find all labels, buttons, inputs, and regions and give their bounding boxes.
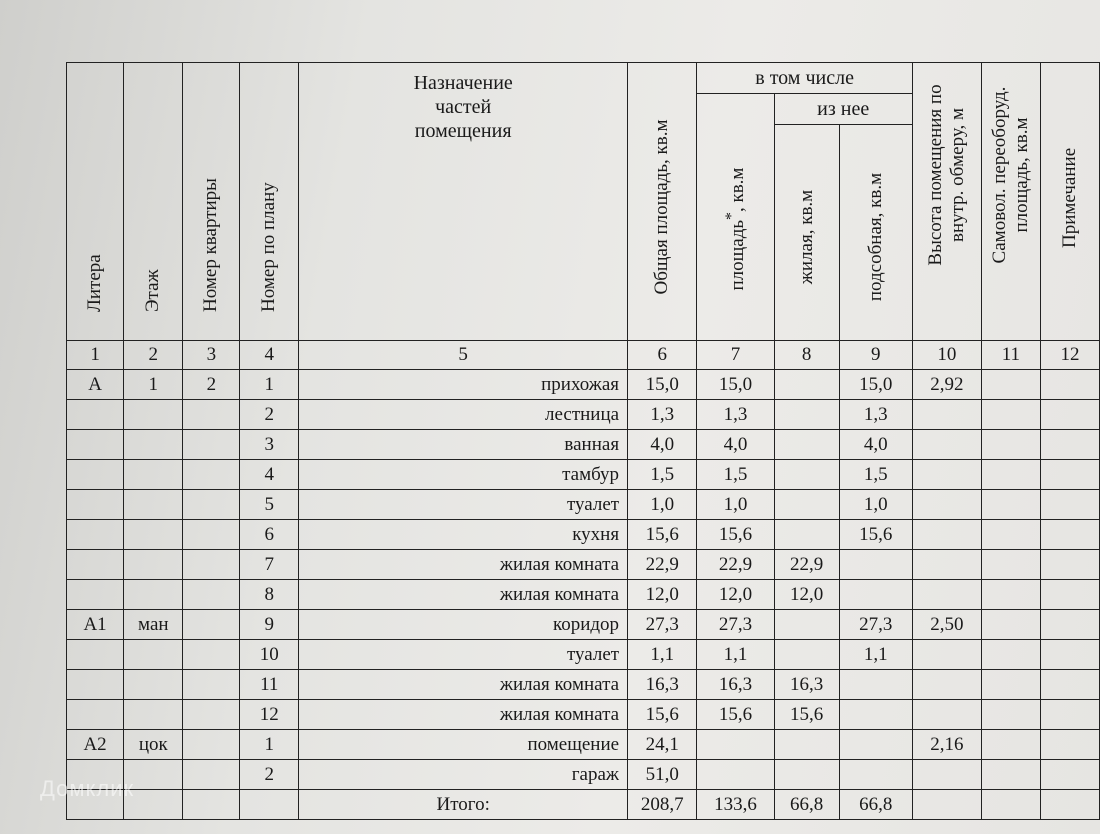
row-plan-number: 9 <box>240 610 299 640</box>
totals-aux: 66,8 <box>839 790 912 820</box>
row-plan-number: 7 <box>240 550 299 580</box>
row-plan-number: 11 <box>240 670 299 700</box>
totals-label: Итого: <box>299 790 628 820</box>
row-plan-number: 1 <box>240 730 299 760</box>
row-auxiliary: 15,6 <box>839 520 912 550</box>
row-auxiliary: 15,0 <box>839 370 912 400</box>
row-note <box>1040 700 1099 730</box>
row-height <box>912 580 981 610</box>
row-floor: ман <box>124 610 183 640</box>
table-row <box>67 460 1100 490</box>
row-note <box>1040 760 1099 790</box>
row-purpose: помещение <box>299 730 628 760</box>
row-litera <box>67 550 124 580</box>
col-number: 5 <box>299 341 628 370</box>
row-litera <box>67 460 124 490</box>
row-litera <box>67 670 124 700</box>
row-area: 1,0 <box>697 490 774 520</box>
row-litera <box>67 400 124 430</box>
row-height <box>912 760 981 790</box>
row-apartment <box>183 640 240 670</box>
watermark: Домклик <box>40 776 135 801</box>
row-unauthorized <box>981 520 1040 550</box>
row-purpose: коридор <box>299 610 628 640</box>
row-living: 22,9 <box>774 550 839 580</box>
table-row <box>67 730 1100 760</box>
row-auxiliary <box>839 670 912 700</box>
row-height <box>912 490 981 520</box>
row-unauthorized <box>981 610 1040 640</box>
table-row <box>67 430 1100 460</box>
row-height: 2,50 <box>912 610 981 640</box>
row-area: 4,0 <box>697 430 774 460</box>
col-number: 6 <box>628 341 697 370</box>
table-row <box>67 610 1100 640</box>
row-apartment <box>183 730 240 760</box>
row-note <box>1040 580 1099 610</box>
row-height <box>912 640 981 670</box>
table-row <box>67 640 1100 670</box>
row-auxiliary: 1,3 <box>839 400 912 430</box>
row-apartment <box>183 430 240 460</box>
row-area: 15,6 <box>697 520 774 550</box>
row-apartment: 2 <box>183 370 240 400</box>
table-row <box>67 700 1100 730</box>
row-floor <box>124 640 183 670</box>
row-plan-number: 2 <box>240 400 299 430</box>
row-plan-number: 8 <box>240 580 299 610</box>
row-auxiliary <box>839 760 912 790</box>
row-living <box>774 400 839 430</box>
row-area: 22,9 <box>697 550 774 580</box>
row-living <box>774 460 839 490</box>
row-purpose: жилая комната <box>299 580 628 610</box>
row-plan-number: 2 <box>240 760 299 790</box>
inventory-table <box>66 62 1100 820</box>
row-litera <box>67 430 124 460</box>
row-plan-number: 6 <box>240 520 299 550</box>
row-note <box>1040 490 1099 520</box>
row-purpose: лестница <box>299 400 628 430</box>
col-number: 9 <box>839 341 912 370</box>
row-plan-number: 1 <box>240 370 299 400</box>
row-note <box>1040 550 1099 580</box>
row-auxiliary: 1,5 <box>839 460 912 490</box>
row-living <box>774 640 839 670</box>
row-living <box>774 430 839 460</box>
row-height: 2,92 <box>912 370 981 400</box>
row-floor <box>124 490 183 520</box>
totals-row <box>67 790 1100 820</box>
row-floor <box>124 400 183 430</box>
row-floor <box>124 460 183 490</box>
header-litera: Литера <box>67 63 124 341</box>
totals-living: 66,8 <box>774 790 839 820</box>
row-area: 27,3 <box>697 610 774 640</box>
col-number: 7 <box>697 341 774 370</box>
row-apartment <box>183 460 240 490</box>
table-row <box>67 670 1100 700</box>
row-purpose: туалет <box>299 640 628 670</box>
header-floor: Этаж <box>124 63 183 341</box>
row-auxiliary: 4,0 <box>839 430 912 460</box>
row-note <box>1040 610 1099 640</box>
row-floor <box>124 430 183 460</box>
row-height <box>912 520 981 550</box>
row-purpose: жилая комната <box>299 700 628 730</box>
row-plan-number: 12 <box>240 700 299 730</box>
row-total-area: 27,3 <box>628 610 697 640</box>
row-total-area: 4,0 <box>628 430 697 460</box>
col-number: 2 <box>124 341 183 370</box>
row-area <box>697 760 774 790</box>
row-unauthorized <box>981 580 1040 610</box>
row-total-area: 15,6 <box>628 700 697 730</box>
row-note <box>1040 430 1099 460</box>
row-purpose: гараж <box>299 760 628 790</box>
header-plan-number: Номер по плану <box>240 63 299 341</box>
row-unauthorized <box>981 460 1040 490</box>
row-auxiliary: 27,3 <box>839 610 912 640</box>
row-apartment <box>183 700 240 730</box>
row-living: 12,0 <box>774 580 839 610</box>
header-unauthorized: Самовол. переоборуд. площадь, кв.м <box>981 63 1040 341</box>
totals-area: 133,6 <box>697 790 774 820</box>
row-apartment <box>183 580 240 610</box>
row-total-area: 51,0 <box>628 760 697 790</box>
table-row <box>67 760 1100 790</box>
header-including: в том числе <box>697 63 912 94</box>
row-living <box>774 370 839 400</box>
row-litera <box>67 580 124 610</box>
row-plan-number: 10 <box>240 640 299 670</box>
row-unauthorized <box>981 550 1040 580</box>
row-apartment <box>183 610 240 640</box>
row-litera: А2 <box>67 730 124 760</box>
row-area: 12,0 <box>697 580 774 610</box>
row-plan-number: 3 <box>240 430 299 460</box>
row-total-area: 16,3 <box>628 670 697 700</box>
row-litera <box>67 490 124 520</box>
col-number: 8 <box>774 341 839 370</box>
table-row <box>67 370 1100 400</box>
row-area: 15,6 <box>697 700 774 730</box>
row-height <box>912 430 981 460</box>
header-total-area: Общая площадь, кв.м <box>628 63 697 341</box>
row-total-area: 15,0 <box>628 370 697 400</box>
table-row <box>67 490 1100 520</box>
row-floor <box>124 700 183 730</box>
row-unauthorized <box>981 400 1040 430</box>
row-auxiliary <box>839 700 912 730</box>
row-note <box>1040 400 1099 430</box>
row-height <box>912 700 981 730</box>
row-floor <box>124 520 183 550</box>
row-apartment <box>183 670 240 700</box>
header-area: площадь*, кв.м <box>697 94 774 341</box>
row-total-area: 1,0 <box>628 490 697 520</box>
row-apartment <box>183 400 240 430</box>
row-total-area: 15,6 <box>628 520 697 550</box>
row-unauthorized <box>981 700 1040 730</box>
row-unauthorized <box>981 490 1040 520</box>
row-area <box>697 730 774 760</box>
row-note <box>1040 730 1099 760</box>
row-purpose: тамбур <box>299 460 628 490</box>
col-number: 12 <box>1040 341 1099 370</box>
row-floor <box>124 550 183 580</box>
row-floor <box>124 580 183 610</box>
table-row <box>67 550 1100 580</box>
row-purpose: жилая комната <box>299 550 628 580</box>
row-area: 1,3 <box>697 400 774 430</box>
row-purpose: прихожая <box>299 370 628 400</box>
row-height <box>912 550 981 580</box>
row-height <box>912 460 981 490</box>
header-apartment: Номер квартиры <box>183 63 240 341</box>
row-floor: цок <box>124 730 183 760</box>
row-note <box>1040 370 1099 400</box>
row-total-area: 1,5 <box>628 460 697 490</box>
row-total-area: 1,3 <box>628 400 697 430</box>
row-purpose: туалет <box>299 490 628 520</box>
row-auxiliary: 1,1 <box>839 640 912 670</box>
table-body <box>67 370 1100 790</box>
row-height: 2,16 <box>912 730 981 760</box>
row-living <box>774 730 839 760</box>
row-height <box>912 670 981 700</box>
row-unauthorized <box>981 670 1040 700</box>
row-auxiliary: 1,0 <box>839 490 912 520</box>
row-unauthorized <box>981 370 1040 400</box>
col-number: 10 <box>912 341 981 370</box>
row-litera <box>67 520 124 550</box>
row-total-area: 12,0 <box>628 580 697 610</box>
col-number: 4 <box>240 341 299 370</box>
row-auxiliary <box>839 550 912 580</box>
row-note <box>1040 520 1099 550</box>
row-area: 16,3 <box>697 670 774 700</box>
row-auxiliary <box>839 730 912 760</box>
row-unauthorized <box>981 760 1040 790</box>
row-apartment <box>183 760 240 790</box>
row-living <box>774 760 839 790</box>
row-living: 16,3 <box>774 670 839 700</box>
column-number-row <box>67 341 1100 370</box>
header-note: Примечание <box>1040 63 1099 341</box>
row-area: 15,0 <box>697 370 774 400</box>
col-number: 3 <box>183 341 240 370</box>
row-purpose: кухня <box>299 520 628 550</box>
row-living: 15,6 <box>774 700 839 730</box>
row-note <box>1040 460 1099 490</box>
table-row <box>67 580 1100 610</box>
header-height: Высота помещения по внутр. обмеру, м <box>912 63 981 341</box>
row-plan-number: 4 <box>240 460 299 490</box>
row-plan-number: 5 <box>240 490 299 520</box>
row-note <box>1040 670 1099 700</box>
row-total-area: 24,1 <box>628 730 697 760</box>
row-living <box>774 610 839 640</box>
row-auxiliary <box>839 580 912 610</box>
row-total-area: 1,1 <box>628 640 697 670</box>
header-auxiliary: подсобная, кв.м <box>839 125 912 341</box>
table-row <box>67 520 1100 550</box>
row-litera <box>67 640 124 670</box>
row-purpose: жилая комната <box>299 670 628 700</box>
totals-total: 208,7 <box>628 790 697 820</box>
row-litera <box>67 700 124 730</box>
row-area: 1,5 <box>697 460 774 490</box>
header-purpose: Назначение частей помещения <box>299 63 628 341</box>
row-apartment <box>183 520 240 550</box>
col-number: 11 <box>981 341 1040 370</box>
row-note <box>1040 640 1099 670</box>
row-unauthorized <box>981 730 1040 760</box>
row-apartment <box>183 550 240 580</box>
row-litera: А <box>67 370 124 400</box>
row-unauthorized <box>981 640 1040 670</box>
row-apartment <box>183 490 240 520</box>
row-unauthorized <box>981 430 1040 460</box>
row-living <box>774 490 839 520</box>
row-floor: 1 <box>124 370 183 400</box>
row-height <box>912 400 981 430</box>
header-living: жилая, кв.м <box>774 125 839 341</box>
header-row <box>67 63 1100 94</box>
row-floor <box>124 670 183 700</box>
col-number: 1 <box>67 341 124 370</box>
header-of-which: из нее <box>774 94 912 125</box>
row-litera: А1 <box>67 610 124 640</box>
table-row <box>67 400 1100 430</box>
row-living <box>774 520 839 550</box>
row-area: 1,1 <box>697 640 774 670</box>
row-total-area: 22,9 <box>628 550 697 580</box>
row-purpose: ванная <box>299 430 628 460</box>
